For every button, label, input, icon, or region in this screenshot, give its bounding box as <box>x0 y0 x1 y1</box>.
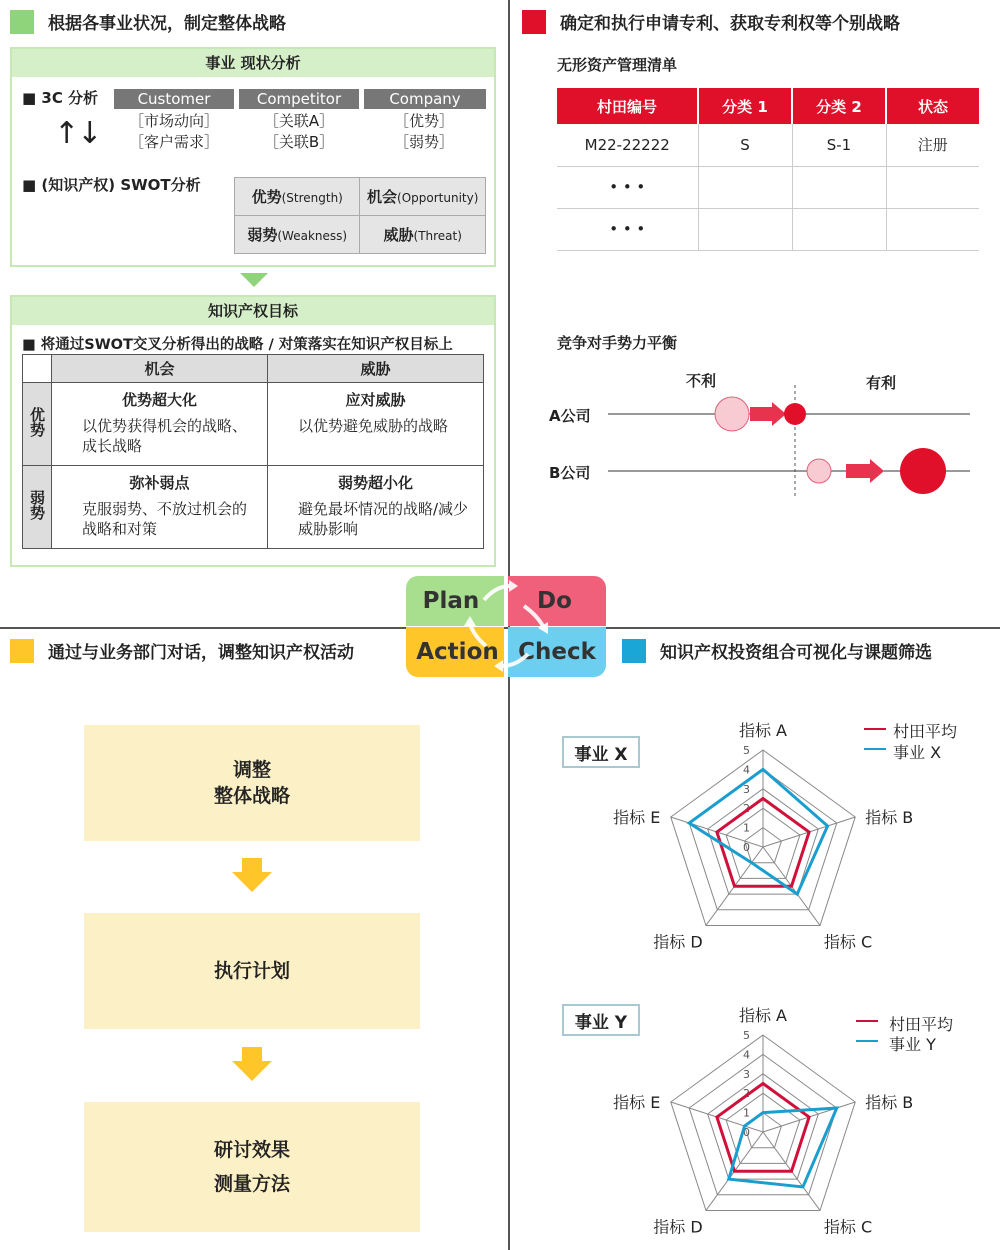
radar-axis-label: 指标 A <box>738 1006 788 1025</box>
radar-scale-label: 4 <box>743 763 750 777</box>
col-threat: 威胁 <box>268 355 484 383</box>
green-square-icon <box>10 10 34 34</box>
c3-head-competitor: Competitor <box>239 89 359 109</box>
down-arrow-icon <box>232 858 272 894</box>
company-a-before-circle <box>715 397 749 431</box>
col-murata-no: 村田编号 <box>557 88 698 124</box>
row-strength: 优势 <box>23 383 52 466</box>
swot-weakness: 弱势(Weakness) <box>235 216 360 254</box>
asset-list-title: 无形资产管理清单 <box>557 56 678 74</box>
business-x-label: 事业 X <box>562 736 640 768</box>
section-title-patent: 确定和执行申请专利、获取专利权等个别战略 <box>522 9 900 34</box>
c3-company-line2: ［弱势］ <box>393 133 454 151</box>
radar-chart-y <box>600 1000 920 1245</box>
c3-customer-line1: ［市场动向］ <box>128 112 219 130</box>
radar-scale-label: 0 <box>743 841 750 854</box>
cell-make-up-weakness: 弥补弱点 克服弱势、不放过机会的战略和对策 <box>52 466 268 549</box>
pdca-plan: Plan <box>406 576 504 626</box>
pdca-action: Action <box>406 627 504 677</box>
col-class2: 分类 2 <box>792 88 886 124</box>
radar-axis-label: 指标 C <box>823 932 873 952</box>
step-execute-plan: 执行计划 <box>84 913 420 1029</box>
pdca-do: Do <box>508 576 606 626</box>
step-adjust-strategy: 调整 整体战略 <box>84 725 420 841</box>
radar-scale-label: 0 <box>743 1126 750 1139</box>
box-header: 知识产权目标 <box>12 297 494 325</box>
c3-head-company: Company <box>364 89 486 109</box>
col-class1: 分类 1 <box>698 88 792 124</box>
swot-opportunity: 机会(Opportunity) <box>360 178 486 216</box>
goal-note: ■ 将通过SWOT交叉分析得出的战略 / 对策落实在知识产权目标上 <box>22 337 453 353</box>
radar-axis-label: 指标 A <box>738 721 788 740</box>
section-title-strategy: 根据各事业状况，制定整体战略 <box>10 9 286 34</box>
section-title-portfolio: 知识产权投资组合可视化与课题筛选 <box>622 638 932 663</box>
swot-strength: 优势(Strength) <box>235 178 360 216</box>
radar-scale-label: 3 <box>743 1067 750 1081</box>
red-square-icon <box>522 10 546 34</box>
company-b-label: B公司 <box>549 464 591 482</box>
radar-scale-label: 1 <box>743 821 750 835</box>
radar-scale-label: 4 <box>743 1048 750 1062</box>
table-row: • • • <box>557 166 979 208</box>
blue-square-icon <box>622 639 646 663</box>
radar-series-business <box>729 1108 837 1187</box>
row-weakness: 弱势 <box>23 466 52 549</box>
c3-competitor-line2: ［关联B］ <box>263 133 335 151</box>
c3-label: ■ 3C 分析 <box>22 89 99 107</box>
table-row: M22-22222 S S-1 注册 <box>557 124 979 166</box>
col-status: 状态 <box>886 88 979 124</box>
radar-scale-label: 5 <box>743 1029 750 1042</box>
c3-company-line1: ［优势］ <box>393 112 454 130</box>
swot-threat: 威胁(Threat) <box>360 216 486 254</box>
radar-axis-label: 指标 D <box>653 1217 703 1237</box>
cell-maximize-strength: 优势超大化 以优势获得机会的战略、成长战略 <box>52 383 268 466</box>
swot-table <box>234 177 486 254</box>
legend-bu-x: 事业 X <box>893 743 942 762</box>
radar-axis-label: 指标 C <box>823 1217 873 1237</box>
ip-goal-box <box>10 295 496 567</box>
c3-customer-line2: ［客户需求］ <box>128 133 219 151</box>
swot-cross-table <box>22 354 484 549</box>
balance-title: 竞争对手势力平衡 <box>557 334 678 352</box>
radar-scale-label: 3 <box>743 782 750 796</box>
legend-avg-x: 村田平均 <box>893 722 958 741</box>
step-review-measurement: 研讨效果 测量方法 <box>84 1102 420 1232</box>
table-row: • • • <box>557 208 979 250</box>
legend-bu-y: 事业 Y <box>889 1035 936 1054</box>
col-opportunity: 机会 <box>52 355 268 383</box>
box-header: 事业 现状分析 <box>12 49 494 77</box>
favorable-label: 有利 <box>866 374 897 392</box>
asset-table <box>557 88 979 251</box>
c3-head-customer: Customer <box>114 89 234 109</box>
radar-chart-x <box>600 715 920 960</box>
company-b-arrow-icon <box>846 459 884 483</box>
down-arrow-icon <box>240 273 268 287</box>
company-a-after-circle <box>784 403 806 425</box>
unfavorable-label: 不利 <box>686 372 717 390</box>
balance-diagram <box>600 380 980 500</box>
radar-axis-label: 指标 E <box>613 1093 661 1113</box>
radar-scale-label: 2 <box>743 802 750 816</box>
radar-axis-label: 指标 D <box>653 932 703 952</box>
cell-minimize-weakness: 弱势超小化 避免最坏情况的战略/减少威胁影响 <box>268 466 484 549</box>
c3-competitor-line1: ［关联A］ <box>263 112 335 130</box>
swot-label: ■ (知识产权) SWOT分析 <box>22 176 201 194</box>
radar-axis-label: 指标 B <box>865 808 914 828</box>
business-analysis-box <box>10 47 496 267</box>
cell-handle-threat: 应对威胁 以优势避免威胁的战略 <box>268 383 484 466</box>
pdca-check: Check <box>508 627 606 677</box>
pdca-cycle-arrows-icon <box>406 576 606 677</box>
radar-axis-label: 指标 E <box>613 808 661 828</box>
company-b-before-circle <box>807 459 831 483</box>
legend-avg-y: 村田平均 <box>889 1015 954 1034</box>
company-a-arrow-icon <box>750 402 786 426</box>
up-down-arrows-icon: ↑↓ <box>54 116 101 151</box>
company-b-after-circle <box>900 448 946 494</box>
radar-scale-label: 1 <box>743 1106 750 1120</box>
radar-scale-label: 2 <box>743 1087 750 1101</box>
business-y-label: 事业 Y <box>562 1004 640 1036</box>
radar-scale-label: 5 <box>743 744 750 757</box>
radar-axis-label: 指标 B <box>865 1093 914 1113</box>
company-a-label: A公司 <box>549 407 591 425</box>
section-title-adjust: 通过与业务部门对话，调整知识产权活动 <box>10 638 354 663</box>
yellow-square-icon <box>10 639 34 663</box>
down-arrow-icon <box>232 1047 272 1083</box>
